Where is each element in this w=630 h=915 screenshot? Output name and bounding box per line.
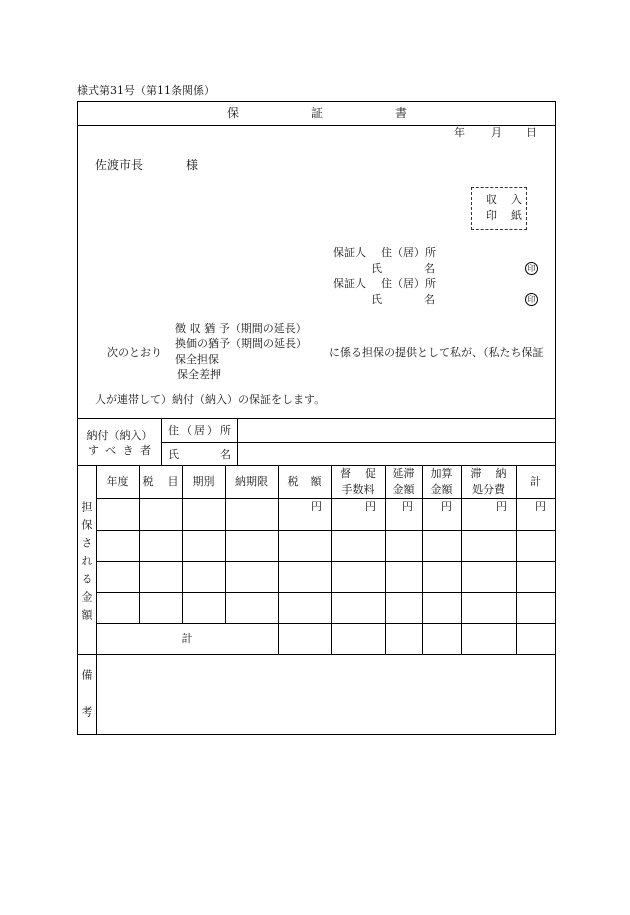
guarantor-name-label: 氏名: [371, 261, 477, 275]
header-text: 滞納: [470, 467, 521, 480]
amount-cell-delinquency: 円: [402, 500, 413, 513]
obligor-label-line1: 納付（納入）: [86, 429, 153, 442]
obligor-name-label: 氏名: [168, 448, 272, 461]
option-preservation-seizure: [175, 369, 307, 384]
header-text: 納期限: [235, 475, 268, 488]
remarks-field: [97, 655, 555, 734]
date-month-label: 月: [491, 126, 502, 139]
guarantee-form: [77, 101, 556, 743]
guarantor-2: [333, 278, 543, 308]
amount-cell-additional: 円: [441, 500, 452, 513]
header-text: 期別: [192, 475, 215, 488]
guarantor-address-label: 住（居）所: [381, 246, 436, 259]
total-row-label: 計: [181, 632, 193, 645]
header-additional: [422, 465, 461, 498]
obligor-label-line2: [78, 445, 161, 456]
date-year-label: 年: [454, 126, 465, 139]
obligor-address-label: 住（居）所: [168, 424, 233, 437]
revenue-stamp-label-top: 収入: [486, 193, 536, 206]
seal-mark: 印: [525, 293, 538, 306]
guarantor-1: [333, 247, 543, 277]
amount-row-1: [96, 498, 555, 530]
seal-mark: 印: [525, 262, 538, 275]
amount-cell-disposition: 円: [496, 500, 507, 513]
header-disposition-cost: [461, 465, 521, 498]
option-preservation-security: [175, 354, 307, 369]
remarks-label: 備考: [80, 669, 93, 743]
revenue-stamp-box: [471, 187, 536, 230]
header-text: 税目: [142, 475, 193, 488]
option-suffix: （期間の延長）: [230, 337, 307, 351]
option-suffix: （期間の延長）: [229, 322, 307, 335]
header-tax-item: [139, 465, 193, 498]
header-tax-amount: [278, 465, 334, 498]
guarantor-name-label: 氏名: [371, 292, 477, 306]
obligor-name-field: [238, 443, 555, 465]
statement-line1-tail: に係る担保の提供として私が、（私たち保証: [329, 346, 544, 359]
amount-cell-tax: 円: [311, 500, 322, 513]
statement-line2: 人が連帯して）納付（納入）の保証をします。: [95, 393, 326, 406]
amount-row-3: [96, 561, 555, 592]
header-text: 年度: [106, 475, 129, 488]
header-due-date: [225, 465, 278, 498]
addressee-honorific: 様: [186, 158, 199, 172]
amount-cell: [139, 498, 182, 530]
amount-row-2: [96, 530, 555, 561]
revenue-stamp-label-bottom: 印紙: [486, 209, 536, 222]
option-main: 保全担保: [175, 352, 219, 366]
form-number-label: 様式第31号（第11条関係）: [77, 84, 215, 97]
amount-cell-demand-fee: 円: [365, 500, 376, 513]
obligor-label-line2-text: すべき者: [87, 444, 158, 457]
total-row-label-cell: [96, 623, 278, 654]
obligor-label-cell: [78, 418, 161, 465]
header-total: [516, 465, 555, 498]
date-day-label: 日: [526, 126, 537, 139]
option-conversion-deferral: [175, 338, 307, 353]
obligor-address-field: [238, 419, 555, 442]
header-text: 金額: [430, 483, 453, 496]
header-text: 延滞: [392, 467, 415, 480]
amount-row-4: [96, 592, 555, 623]
amount-cell-total: 円: [535, 500, 546, 513]
header-text: 計: [530, 475, 541, 488]
amounts-side-label: 担保される金額: [80, 501, 93, 627]
header-text: 税額: [287, 475, 334, 488]
header-text: 処分費: [472, 483, 505, 496]
header-text: 手数料: [341, 483, 375, 496]
header-text: 加算: [430, 467, 453, 480]
guarantor-label: 保証人: [333, 277, 366, 290]
column-divider: [161, 418, 162, 465]
option-main: 換価の猶予: [175, 337, 230, 351]
header-text: 督促: [340, 467, 390, 480]
option-main: 徴収猶予: [175, 322, 234, 335]
remarks-label-cell: [78, 654, 96, 743]
row-divider: [78, 125, 555, 126]
amount-cell: [225, 498, 278, 530]
addressee-name: 佐渡市長: [95, 158, 144, 172]
header-text: 金額: [392, 483, 415, 496]
guarantor-address-label: 住（居）所: [381, 277, 436, 290]
header-period: [182, 465, 225, 498]
amount-cell: [96, 498, 139, 530]
option-main: 保全差押: [177, 367, 221, 381]
amount-cell: [182, 498, 225, 530]
amounts-side-label-cell: [78, 465, 96, 654]
guarantee-type-options: [175, 323, 307, 384]
header-delinquency: [385, 465, 422, 498]
document-title: 保証書: [227, 106, 480, 120]
header-demand-fee: [331, 465, 390, 498]
statement-lead: 次のとおり: [107, 346, 162, 359]
guarantor-label: 保証人: [333, 246, 366, 259]
